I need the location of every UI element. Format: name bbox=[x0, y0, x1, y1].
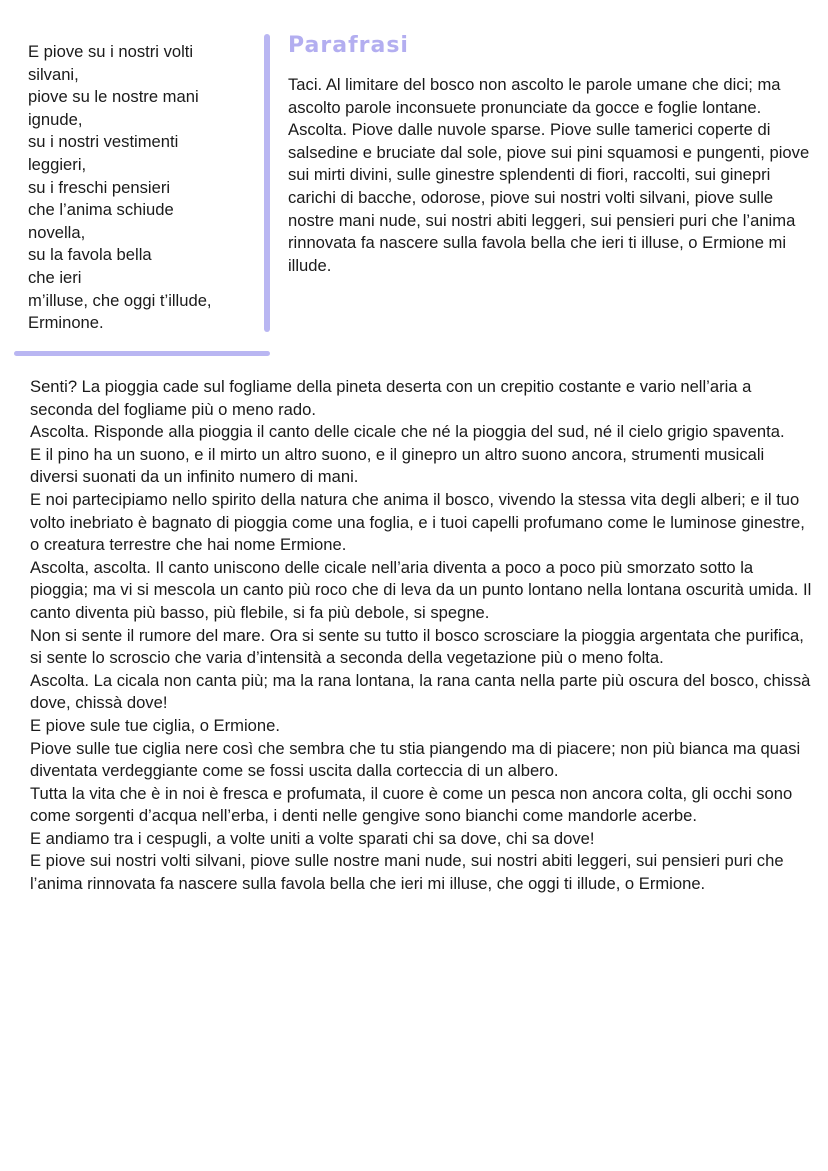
poem-excerpt: E piove su i nostri volti silvani, piove su le nostre mani ignude, su i nostri vestimenti leggieri, su i freschi pensieri che l’anima schiude novella, su la favola bella che ieri m’illuse, che oggi t’illude, Erminone. bbox=[28, 42, 212, 333]
prose-paragraph: E il pino ha un suono, e il mirto un altro suono, e il ginepro un altro suono ancora, strumenti musicali diversi suonati da un infinito numero di mani. bbox=[30, 444, 765, 487]
vertical-divider bbox=[264, 34, 270, 332]
horizontal-divider bbox=[14, 351, 270, 356]
paraphrase-paragraph: Ascolta. Piove dalle nuvole sparse. Piove sulle tamerici coperte di salsedine e bruciate dal sole, piove sui pini squamosi e pungenti, piove sui mirti divini, sulle ginestre splendenti di fiori, raccolti, sui ginepri carichi di bacche, odorose, piove sui nostri volti silvani, piove sulle nostre mani nude, sui nostri abiti leggeri, sui pensieri puri che l’anima rinnovata fa nascere sulla favola bella che ieri ti illuse, o Ermione mi illude. bbox=[288, 120, 810, 275]
prose-paragraph: E andiamo tra i cespugli, a volte uniti a volte sparati chi sa dove, chi sa dove! bbox=[30, 828, 595, 848]
prose-paragraph: Ascolta. La cicala non canta più; ma la rana lontana, la rana canta nella parte più oscura del bosco, chissà dove, chissà dove! bbox=[30, 670, 811, 713]
paraphrase-paragraph: Taci. Al limitare del bosco non ascolto le parole umane che dici; ma ascolto parole inconsuete pronunciate da gocce e foglie lontane. bbox=[288, 75, 781, 117]
prose-paraphrase bbox=[30, 376, 812, 896]
prose-paragraph: Piove sulle tue ciglia nere così che sembra che tu stia piangendo ma di piacere; non più bianca ma quasi diventata verdeggiante come se fossi uscita dalla corteccia di un albero. bbox=[30, 738, 801, 781]
prose-paragraph: Ascolta, ascolta. Il canto unisc​ono delle cicale nell’aria diventa a poco a poco più smorzato sotto la pioggia; ma vi si mescola un canto più roco che di leva da un punto lontano nella lontana oscurità umida. Il canto diventa più basso, più flebile, si fa più debole, si spegne. bbox=[30, 557, 812, 622]
prose-paragraph: Ascolta. Risponde alla pioggia il canto delle cicale che né la pioggia del sud, né il cielo grigio spaventa. bbox=[30, 422, 785, 442]
prose-paragraph: Non si sente il rumore del mare. Ora si sente su tutto il bosco scrosciare la pioggia argentata che purifica, si sente lo scroscio che varia d’intensità a seconda della vegetazione più o meno folta. bbox=[30, 625, 804, 668]
prose-paragraph: E piove sule tue ciglia, o Ermione. bbox=[30, 715, 280, 735]
prose-paragraph: E noi partecipiamo nello spirito della natura che anima il bosco, vivendo la stessa vita degli alberi; e il tuo volto inebriato è bagnato di pioggia come una foglia, e i tuoi capelli profumano come le luminose ginestre, o creatura terrestre che hai nome Ermione. bbox=[30, 489, 805, 555]
prose-paragraph: E piove sui nostri volti silvani, piove sulle nostre mani nude, sui nostri abiti leggeri, sui pensieri puri che l’anima rinnovata fa nascere sulla favola bella che ieri mi illuse, che oggi ti illude, o Ermione. bbox=[30, 851, 784, 894]
prose-paragraph: Senti? La pioggia cade sul fogliame della pineta deserta con un crepitio costante e vario nell’aria a seconda del fogliame più o meno rado. bbox=[30, 377, 752, 419]
paraphrase-heading: Parafrasi bbox=[288, 33, 409, 58]
prose-paragraph: Tutta la vita che è in noi è fresca e profumata, il cuore è come un pesca non ancora colta, gli occhi sono come sorgenti d’acqua nell’erba, i denti nelle gengive sono bianchi come mandorle acerbe. bbox=[30, 783, 793, 826]
paraphrase-text bbox=[288, 74, 810, 277]
